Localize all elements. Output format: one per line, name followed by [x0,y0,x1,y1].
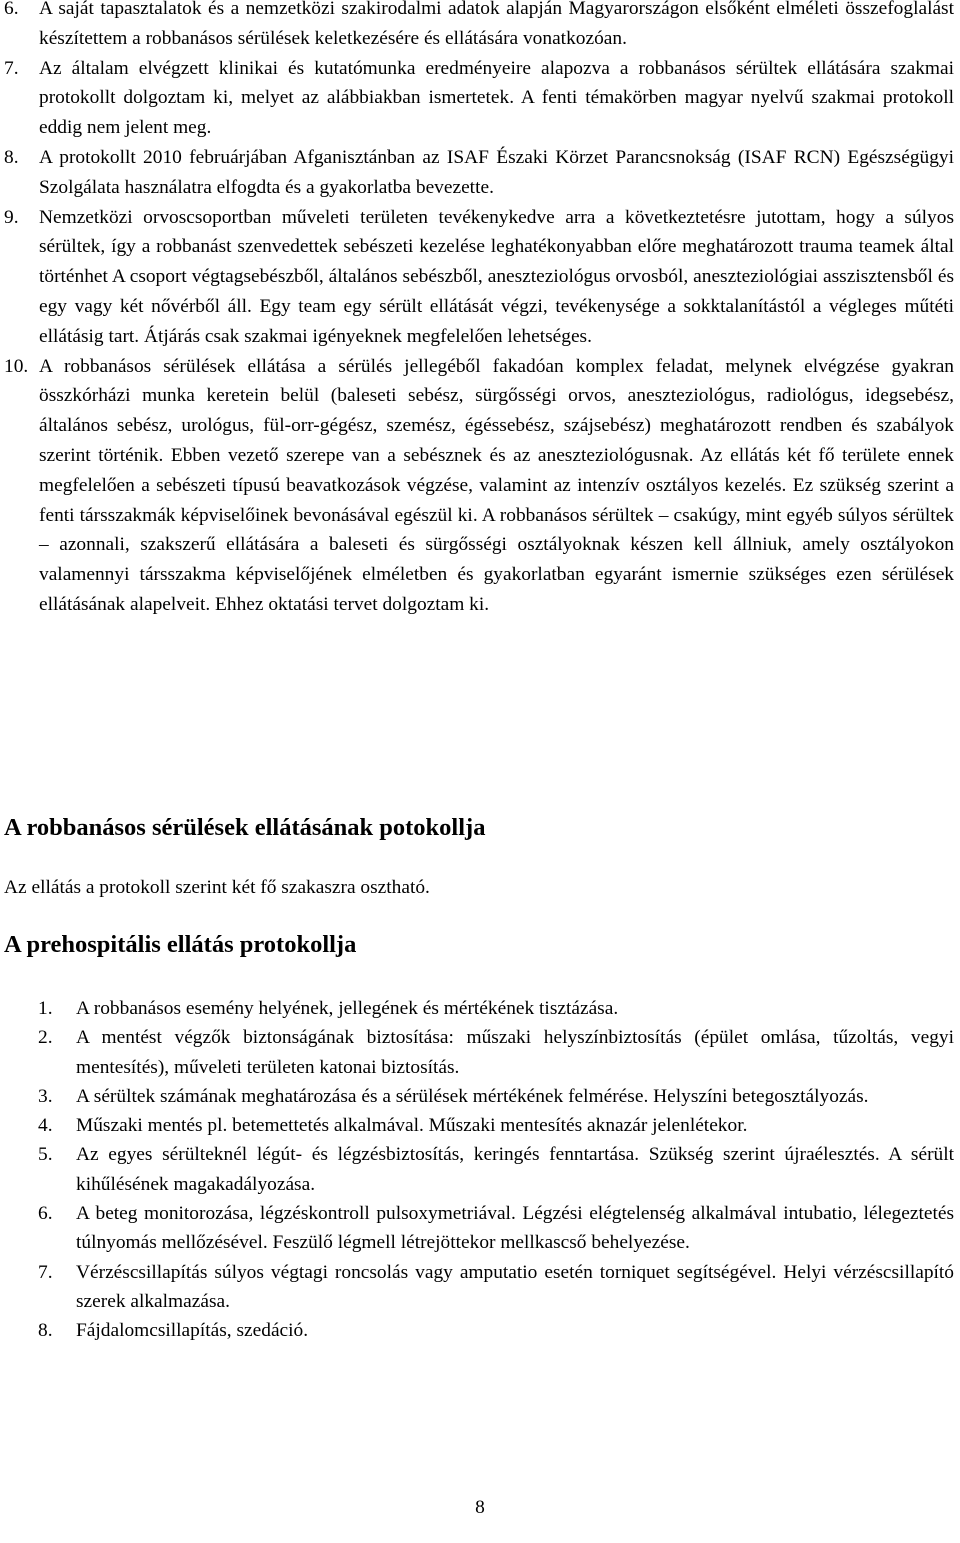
page-number: 8 [475,1497,485,1518]
protocol-step-text: A mentést végzők biztonságának biztosítása: műszaki helyszínbiztosítás (épület omlása, tűzoltás, vegyi mentesítés), műveleti területen katonai biztosítás. [76,1027,954,1078]
protocol-step [38,1258,954,1317]
subsection-heading: A prehospitális ellátás protokollja [4,931,357,958]
protocol-step-text: Vérzéscsillapítás súlyos végtagi roncsolás vagy amputatio esetén torniquet segítségével. Helyi vérzéscsillapító szerek alkalmazása. [76,1261,954,1312]
list-item-number: 10. [4,355,29,377]
list-item-number: 8. [4,146,19,168]
protocol-step-number: 5. [38,1144,53,1166]
protocol-step-text: A beteg monitorozása, légzéskontroll pulsoxymetriával. Légzési elégtelenség alkalmával intubatio, lélegeztetés túlnyomás mellőzésével. Feszülő légmell létrejöttekor mellkascső behelyezése. [76,1203,954,1254]
section-heading: A robbanásos sérülések ellátásának potokollja [4,814,486,841]
list-item-text: Nemzetközi orvoscsoportban műveleti területen tevékenykedve arra a következtetésre jutottam, hogy a súlyos sérültek, így a robbanást szenvedettek sebészeti kezelése leghatékonyabban előre meghatározott trauma teamek által történhet A csoport végtagsebészből, általános sebészből, aneszteziológus orvosból, aneszteziológiai asszisztensből és egy vagy két nővérből áll. Egy team egy sérült ellátását végzi, tevékenysége a sokktalanítástól a végleges műtéti ellátásig tart. Átjárás csak szakmai igényeknek megfelelően lehetséges. [39,206,954,347]
protocol-step [38,1082,954,1111]
protocol-step-number: 1. [38,998,53,1019]
list-item-text: Az általam elvégzett klinikai és kutatómunka eredményeire alapozva a robbanásos sérültek ellátására szakmai protokollt dolgoztam ki, melyet az alábbiakban ismertetek. A fenti témakörben magyar nyelvű szakmai protokoll eddig nem jelent meg. [39,57,954,139]
protocol-step [38,994,954,1023]
list-item-number: 7. [4,57,19,79]
protocol-step-number: 3. [38,1085,53,1107]
protocol-step-text: Műszaki mentés pl. betemettetés alkalmával. Műszaki mentesítés aknazár jelenlétekor. [76,1115,748,1137]
protocol-step [38,1316,954,1345]
list-item-number: 9. [4,206,19,228]
list-item [4,143,954,203]
protocol-step [38,1111,954,1140]
protocol-step-text: Fájdalomcsillapítás, szedáció. [76,1320,309,1342]
protocol-step-number: 2. [38,1027,53,1049]
protocol-step-text: A robbanásos esemény helyének, jellegének és mértékének tisztázása. [76,998,619,1019]
list-item-text: A robbanásos sérülések ellátása a sérülés jellegéből fakadóan komplex feladat, melynek elvégzése gyakran összkórházi munka keretein belül (baleseti sebész, sürgősségi orvos, aneszteziológus, radiológus, idegsebész, általános sebész, urológus, fül-orr-gégész, szemész, égéssebész, szájsebész) meghatározott rendben és szabályok szerint történik. Ebben vezető szerepe van a sebésznek és az aneszteziológusnak. Az ellátás két fő területe ennek megfelelően a sebészeti típusú beavatkozások végzése, valamint az intenzív osztályos kezelés. Ez szükség szerint a fenti társszakmák képviselőinek bevonásával egészül ki. A robbanásos sérültek – csakúgy, mint egyéb súlyos sérültek – azonnali, szakszerű ellátására a baleseti és sürgősségi osztályoknak készen kell állniuk, amely osztályokon valamennyi társszakma képviselőjének elméletben és gyakorlatban egyaránt ismernie szükséges ezen sérülések ellátásának alapelveit. Ehhez oktatási tervet dolgoztam ki. [39,355,954,615]
list-item-number: 6. [4,0,19,19]
list-item-text: A protokollt 2010 februárjában Afganisztánban az ISAF Északi Körzet Parancsnokság (ISAF RCN) Egészségügyi Szolgálata használatra elfogdta és a gyakorlatba bevezette. [39,146,954,198]
list-item [4,203,954,352]
protocol-step [38,1023,954,1082]
list-item [4,352,954,620]
protocol-step-text: Az egyes sérülteknél légút- és légzésbiztosítás, keringés fenntartása. Szükség szerint újraélesztés. A sérült kihűlésének magakadályozása. [76,1144,954,1195]
protocol-step-number: 7. [38,1261,53,1283]
protocol-step [38,1140,954,1199]
list-item [4,54,954,143]
list-item [4,0,954,54]
protocol-step [38,1199,954,1258]
protocol-step-number: 8. [38,1320,53,1342]
protocol-list [38,994,954,1346]
protocol-step-number: 4. [38,1115,53,1137]
findings-list [4,0,954,620]
section-intro: Az ellátás a protokoll szerint két fő szakaszra osztható. [4,877,430,898]
protocol-step-text: A sérültek számának meghatározása és a sérülések mértékének felmérése. Helyszíni betegosztályozás. [76,1085,869,1107]
list-item-text: A saját tapasztalatok és a nemzetközi szakirodalmi adatok alapján Magyarországon elsőként elméleti összefoglalást készítettem a robbanásos sérülések keletkezésére és ellátására vonatkozóan. [39,0,954,49]
protocol-step-number: 6. [38,1203,53,1225]
